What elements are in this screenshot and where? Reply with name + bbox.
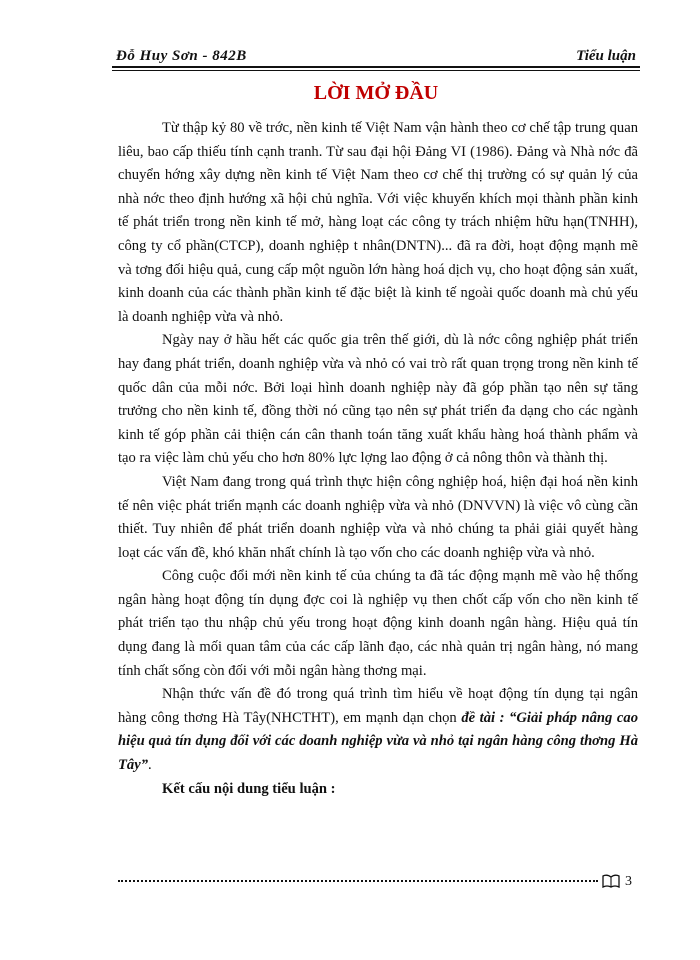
paragraph-5-end: . [148,757,152,774]
topic-title: “Giải pháp nâng cao hiệu quả tín dụng đối với các doanh nghiệp vừa và nhỏ tại ngân hàng công thơng Hà Tây” [118,709,638,774]
paragraph-4: Công cuộc đổi mới nền kinh tế của chúng ta đã tác động mạnh mẽ vào hệ thống ngân hàng hoạt động tín dụng đợc coi là nghiệp vụ then chốt cấp vốn cho nền kinh tế phát triển tạo thu nhập chủ yếu trong hoạt động kinh doanh ngân hàng. Hiệu quả tín dụng đang là mối quan tâm của các cấp lãnh đạo, các nhà quản trị ngân hàng, nó mang tính chất sống còn đối với mỗi ngân hàng thơng mại. [118,568,638,679]
header-rule-thick [112,66,640,68]
paragraph-3: Việt Nam đang trong quá trình thực hiện công nghiệp hoá, hiện đại hoá nền kinh tế nên việc phát triển mạnh các doanh nghiệp vừa và nhỏ (DNVVN) là việc vô cùng cần thiết. Tuy nhiên để phát triển doanh nghiệp vừa và nhỏ chúng ta phải giải quyết hàng loạt các vấn đề, khó khăn nhất chính là tạo vốn cho các doanh nghiệp vừa và nhỏ. [118,473,638,561]
paragraph-5-intro: Nhận thức vấn đề đó trong quá trình tìm hiểu về hoạt động tín dụng tại ngân hàng công thơng Hà Tây(NHCTHT), em mạnh dạn chọn [118,686,638,726]
page-header [112,44,640,70]
structure-heading: Kết cấu nội dung tiểu luận : [162,780,336,797]
page-number: 3 [625,874,632,889]
paragraph-1: Từ thập kỷ 80 về trớc, nền kinh tế Việt Nam vận hành theo cơ chế tập trung quan liêu, bao cấp thiếu tính cạnh tranh. Từ sau đại hội Đảng VI (1986). Đảng và Nhà nớc đã chuyển hớng xây dựng nền kinh tế Việt Nam theo cơ chế thị trường có sự quản lý của nhà nớc theo định hướng xã hội chủ nghĩa. Với việc khuyến khích mọi thành phần kinh tế phát triển trong nền kinh tế mở, hàng loạt các công ty trách nhiệm hữu hạn(TNHH), công ty cổ phần(CTCP), doanh nghiệp t nhân(DNTN)... đã ra đời, hoạt động mạnh mẽ và tơng đối hiệu quả, cung cấp một nguồn lớn hàng hoá dịch vụ, cho hoạt động sản xuất, kinh doanh của các thành phần kinh tế đặc biệt là kinh tế ngoài quốc doanh mà chủ yếu là doanh nghiệp vừa và nhỏ. [118,120,638,325]
header-author: Đỗ Huy Sơn - 842B [116,48,247,64]
paragraph-5 [118,683,638,777]
book-icon [602,874,620,893]
paragraph-2: Ngày nay ở hầu hết các quốc gia trên thế giới, dù là nớc công nghiệp phát triển hay đang phát triển, doanh nghiệp vừa và nhỏ có vai trò rất quan trọng trong nền kinh tế quốc dân của mỗi nớc. Bởi loại hình doanh nghiệp này đã góp phần tạo nên sự tăng trưởng cho nền kinh tế, đồng thời nó cũng tạo nên sự phát triển đa dạng cho các ngành kinh tế góp phần cải thiện cán cân thanh toán tăng xuất khẩu hàng hoá thành phẩm và tạo ra việc làm chủ yếu cho hơn 80% lực lợng lao động ở cả nông thôn và thành thị. [118,332,638,467]
topic-label: đề tài : [461,709,505,726]
page-footer [118,872,638,892]
header-doc-type: Tiểu luận [576,48,636,64]
header-rule-thin [112,70,640,71]
page-title: LỜI MỞ ĐẦU [313,82,439,104]
document-body [118,117,638,801]
footer-dotted-rule [118,880,598,882]
